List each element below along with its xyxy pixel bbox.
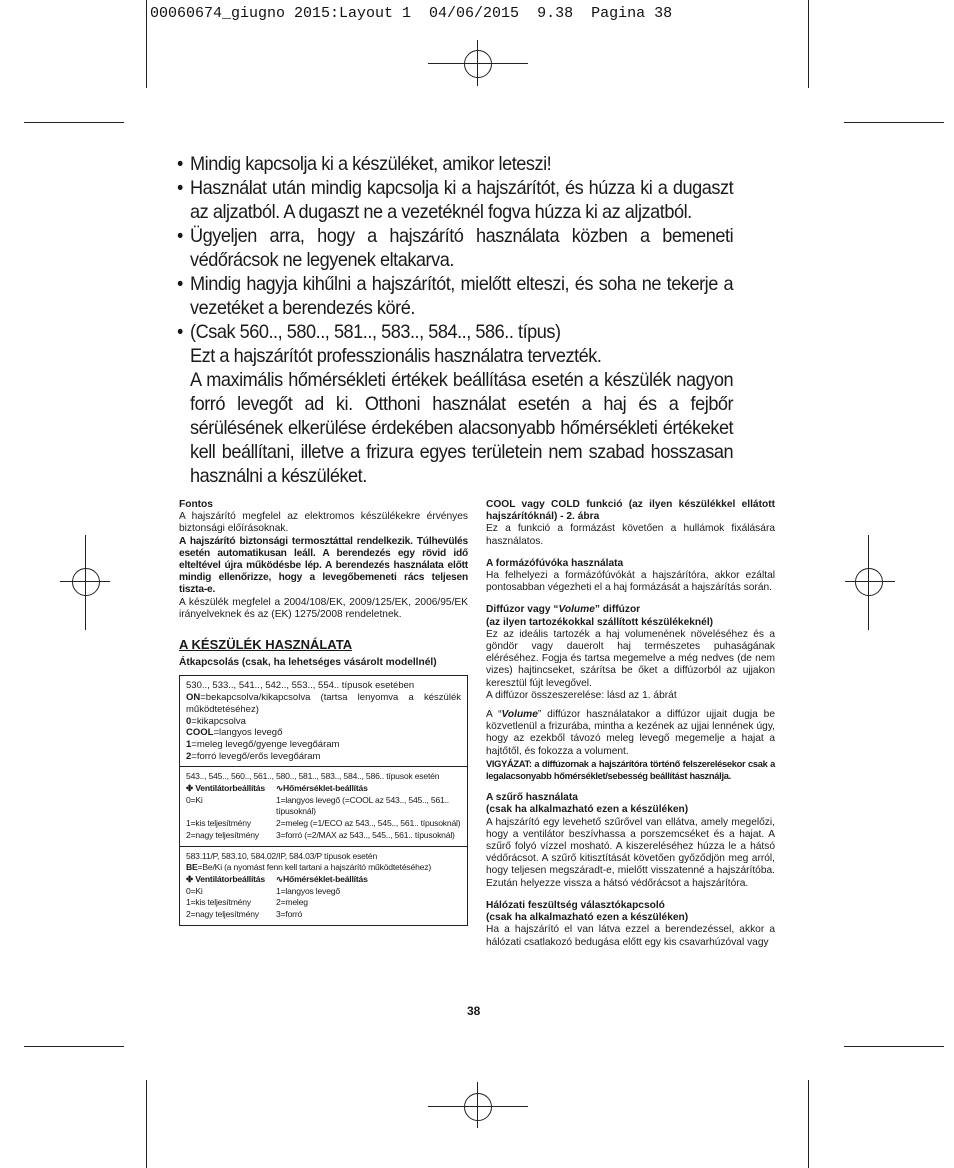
diffuser-assembly: A diffúzor összeszerelése: lásd az 1. ábrát: [486, 689, 677, 701]
right-column: [486, 499, 775, 949]
fontos-bold-text: A hajszárító biztonsági termosztáttal rendelkezik. Túlhevülés esetén automatikusan leáll. A berendezés egy rövid idő elteltével újra működésbe lép. A berendezés használata előtt mindig ellenőrizze, hogy a levegőbemeneti rács teljesen tiszta-e.: [179, 535, 468, 596]
diffuser-subheading: (az ilyen tartozékokkal szállított készülékeknél): [486, 616, 714, 628]
nozzle-heading: A formázófúvóka használata: [486, 557, 624, 569]
switch-box-2: 543.., 545.., 560.., 561.., 580.., 581.., 583.., 584.., 586.. típusok esetén ✤ Ventilátorbeállítás ∿Hőmérséklet-beállítás 0=Ki 1=langyos levegő (=COOL az 543.., 545.., 561.. típusoknál) 1=kis teljesítmény 2=meleg (=1/ECO az 543.., 545.., 561.. típusoknál) 2=nagy teljesítmény 3=forró (=2/MAX az 543.., 545.., 561.. típusoknál): [179, 767, 468, 846]
table-row: 2=nagy teljesítmény 3=forró: [186, 909, 303, 920]
bullet-item: • Ügyeljen arra, hogy a hajszárító használata közben a bemeneti védőrácsok ne legyenek eltakarva.: [177, 224, 733, 272]
filter-text: A hajszárító egy levehető szűrővel van ellátva, amely megelőzi, hogy a ventilátor beszívhassa a porszemcséket és a hajat. A szűrő folyó vízzel mosható. A kiszereléséhez húzza le a hátsó védőrácsot. A szűrő kitisztítását követően győződjön meg arról, hogy teljesen megszáradt-e, mielőtt visszatenné a hajszárítóba. Ezután helyezze vissza a hátsó védőrácsot a hajszárítóra.: [486, 816, 775, 889]
voltage-heading: Hálózati feszültség választókapcsoló: [486, 899, 665, 911]
bullet-item: • Használat után mindig kapcsolja ki a hajszárítót, és húzza ki a dugaszt az aljzatból. A dugaszt ne a vezetéknél fogva húzza ki az aljzatból.: [177, 176, 733, 224]
diffuser-text: Ez az ideális tartozék a haj volumenének növeléséhez és a göndör vagy dauerolt haj természetes puhaságának eléréséhez. Fogja és tartsa megemelve a még nedves (de nem vizes) hajtincseket, szárítsa be őket a diffúzorból az ujjakon keresztül fújt levegővel.: [486, 628, 775, 689]
switch-box-1: 530.., 533.., 541.., 542.., 553.., 554.. típusok esetében ON=bekapcsolva/kikapcsolva (tartsa lenyomva a készülék működtetéséhez) 0=kikapcsolva COOL=langyos levegő 1=meleg levegő/gyenge levegőáram 2=forró levegő/erős levegőáram: [179, 675, 468, 767]
table-row: 1=kis teljesítmény 2=meleg (=1/ECO az 543.., 545.., 561.. típusoknál): [186, 818, 461, 829]
nozzle-text: Ha felhelyezi a formázófúvókát a hajszárítóra, akkor ezáltal pontosabban végezheti el a haj formázását a hajszárítás során.: [486, 570, 775, 594]
heat-icon: ∿: [276, 873, 284, 884]
heat-icon: ∿: [276, 783, 284, 794]
voltage-text: Ha a hajszárító el van látva ezzel a berendezéssel, akkor a hálózati csatlakozó bedugása előtt egy kis csavarhúzóval vagy: [486, 924, 775, 948]
left-column: [179, 499, 468, 926]
filter-subheading: (csak ha alkalmazható ezen a készüléken): [486, 804, 689, 816]
bullet-item: • Mindig hagyja kihűlni a hajszárítót, mielőtt elteszi, és soha ne tekerje a vezetéket a berendezés köré.: [177, 272, 733, 320]
volume-text: A “Volume” diffúzor használatakor a diffúzor ujjait dugja be közvetlenül a frizurába, mintha a kezének az ujjai lennének úgy, hogy az ezekből távozó meleg levegő megemelje a hajat a hajtőtől, és fokozza a volument.: [486, 709, 775, 757]
cool-heading: COOL vagy COLD funkció (az ilyen készülékkel ellátott hajszárítóknál) - 2. ábra: [486, 499, 775, 523]
filter-heading: A szűrő használata: [486, 792, 578, 804]
table-row: 1=kis teljesítmény 2=meleg: [186, 897, 308, 908]
table-row: 0=Ki 1=langyos levegő: [186, 885, 340, 896]
switch-box-3: 583.11/P, 583.10, 584.02/IP, 584.03/P típusok esetén BE=Be/Ki (a nyomást fenn kell tartani a hajszárító működtetéséhez) ✤ Ventilátorbeállítás ∿Hőmérséklet-beállítás 0=Ki 1=langyos levegő 1=kis teljesítmény 2=meleg 2=nagy teljesítmény 3=forró: [179, 847, 468, 926]
safety-bullet-list: [177, 152, 733, 488]
table-row: 2=nagy teljesítmény 3=forró (=2/MAX az 543.., 545.., 561.. típusoknál): [186, 829, 455, 840]
voltage-subheading: (csak ha alkalmazható ezen a készüléken): [486, 912, 689, 924]
diffuser-heading: Diffúzor vagy “Volume” diffúzor: [486, 604, 641, 616]
fontos-text: A hajszárító megfelel az elektromos készülékekre érvényes biztonsági előírásoknak.: [179, 511, 468, 535]
bullet-item: • Mindig kapcsolja ki a készüléket, amikor leteszi!: [177, 152, 733, 176]
print-slug: 00060674_giugno 2015:Layout 1 04/06/2015 9.38 Pagina 38: [150, 5, 673, 22]
cool-text: Ez a funkció a formázást követően a hullámok fixálására használatos.: [486, 523, 775, 547]
bullet-item-professional: • (Csak 560.., 580.., 581.., 583.., 584.., 586.. típus) Ezt a hajszárítót professzionális használatra tervezték. A maximális hőmérsékleti értékek beállítása esetén a készülék nagyon forró levegőt ad ki. Otthoni használat esetén a haj és a fejbőr sérülésének elkerülése érdekében alacsonyabb hőmérsékleti értékeket kell beállítani, illetve a frizura egyes területein nem szabad hosszasan használni a készüléket.: [177, 320, 733, 488]
switch-heading: Átkapcsolás (csak, ha lehetséges vásárolt modellnél): [179, 657, 437, 669]
fontos-directives: A készülék megfelel a 2004/108/EK, 2009/125/EK, 2006/95/EK irányelveknek és az (EK) 1275/2008 rendeletnek.: [179, 596, 468, 620]
section-title: A KÉSZÜLÉK HASZNÁLATA: [179, 637, 353, 653]
fan-icon: ✤: [186, 783, 194, 794]
fontos-heading: Fontos: [179, 499, 213, 510]
volume-warning: VIGYÁZAT: a diffúzornak a hajszárítóra történő felszerelésekor csak a legalacsonyabb hőmérséklet/sebesség beállítást használja.: [486, 758, 775, 782]
page-number: 38: [467, 1004, 481, 1018]
table-row: 0=Ki 1=langyos levegő (=COOL az 543.., 545.., 561.. típusoknál): [186, 794, 449, 817]
fan-icon: ✤: [186, 873, 194, 884]
